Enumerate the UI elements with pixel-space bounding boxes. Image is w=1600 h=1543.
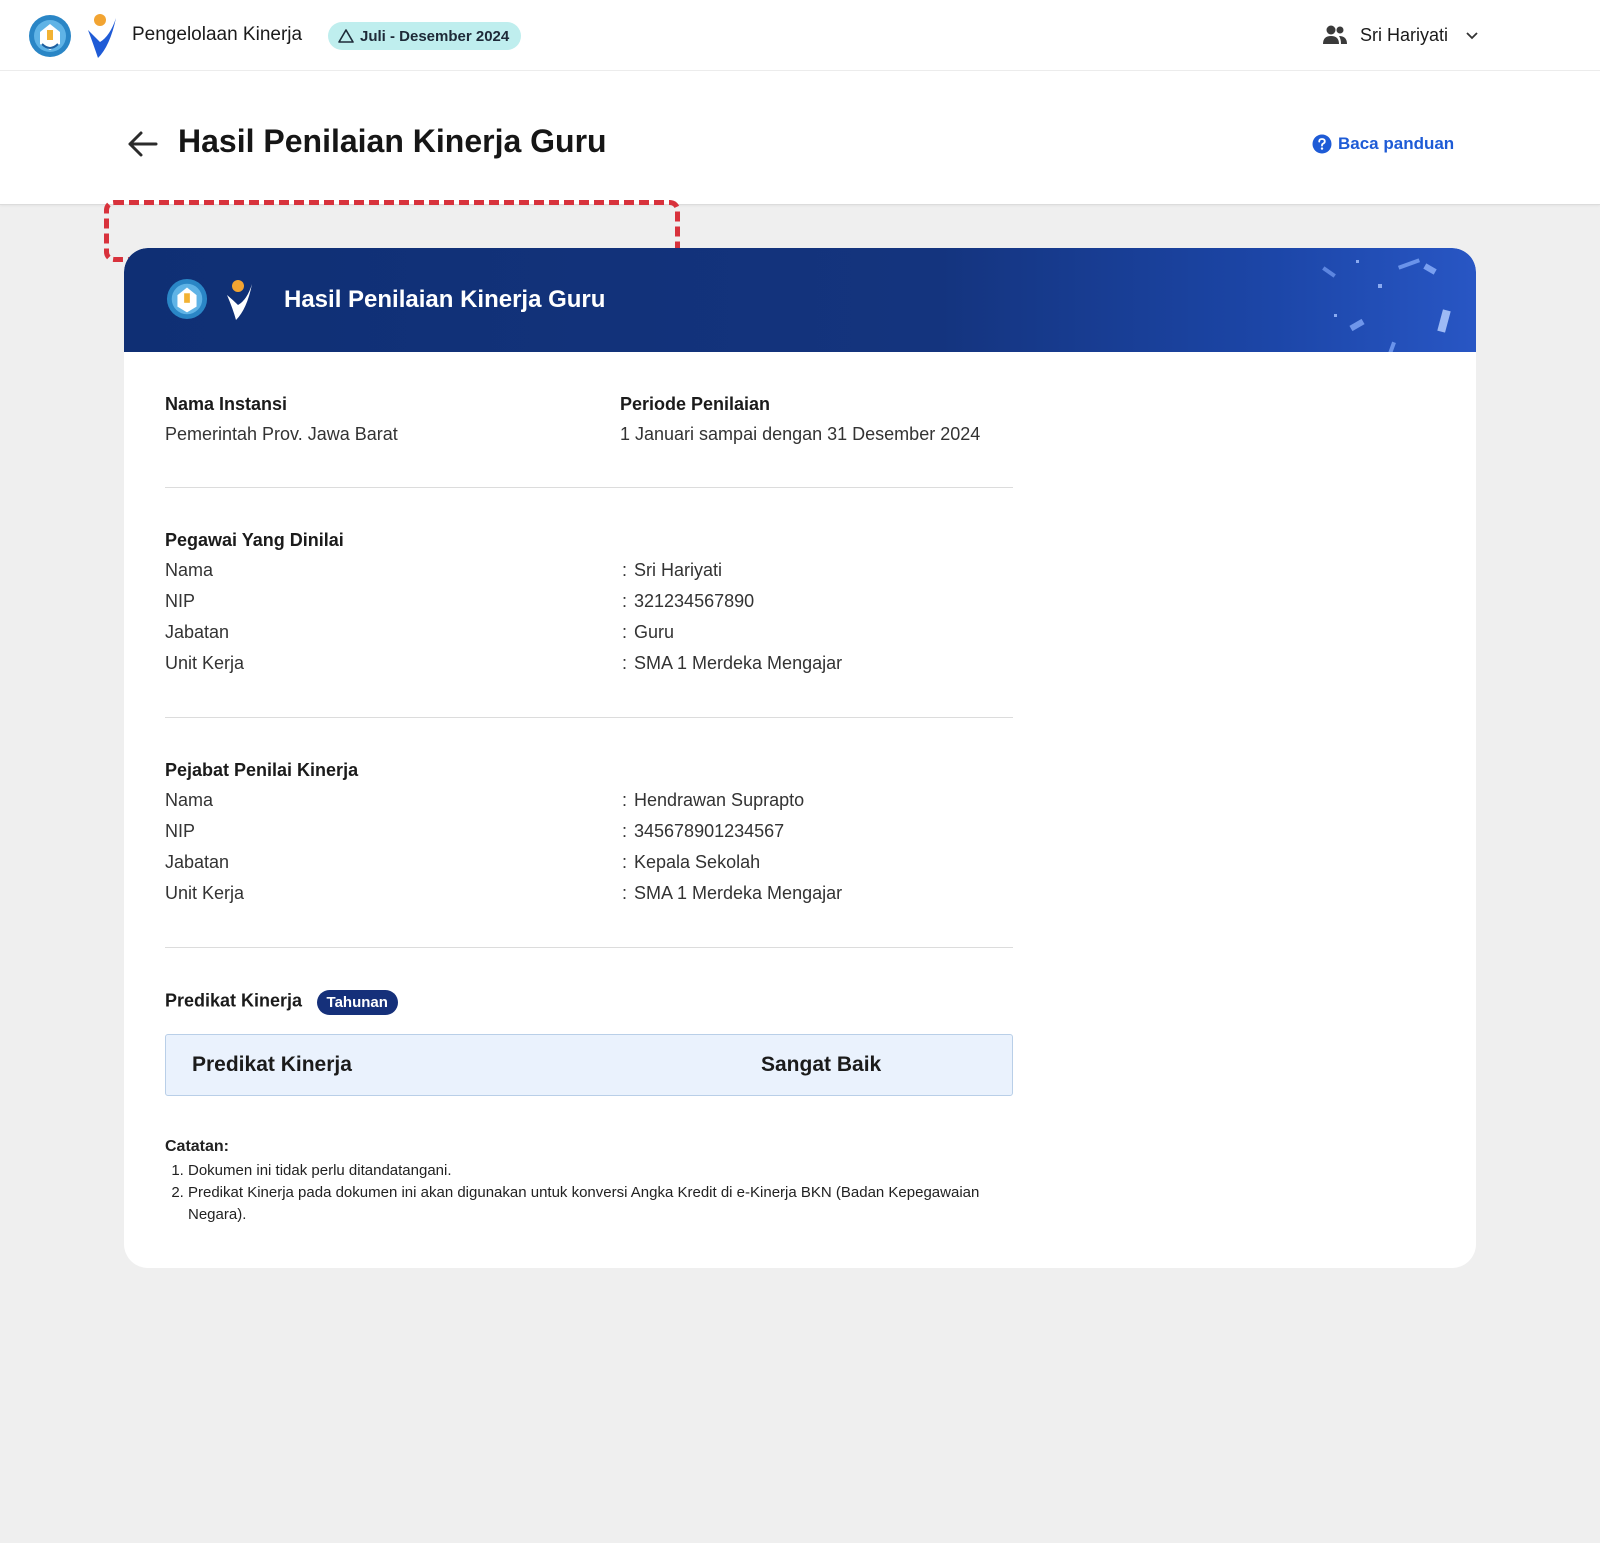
warning-triangle-icon bbox=[338, 29, 354, 43]
row-value: 345678901234567 bbox=[634, 821, 785, 841]
predikat-result-box bbox=[165, 1034, 1013, 1096]
user-menu[interactable] bbox=[1322, 20, 1480, 50]
note-item: 1. Dokumen ini tidak perlu ditandatangani. bbox=[188, 1160, 1013, 1182]
period-badge-label: Juli - Desember 2024 bbox=[360, 27, 510, 45]
pejabat-row-nip bbox=[165, 821, 1013, 845]
row-value: Kepala Sekolah bbox=[634, 852, 761, 872]
row-key: NIP bbox=[165, 821, 196, 841]
pegawai-heading: Pegawai Yang Dinilai bbox=[165, 530, 344, 550]
row-key: Nama bbox=[165, 560, 214, 580]
pejabat-heading: Pejabat Penilai Kinerja bbox=[165, 760, 359, 780]
row-value: Sri Hariyati bbox=[634, 560, 723, 580]
notes-section bbox=[165, 1138, 1013, 1226]
row-value: SMA 1 Merdeka Mengajar bbox=[634, 883, 843, 903]
divider bbox=[165, 487, 1013, 488]
periode-label: Periode Penilaian bbox=[620, 394, 771, 414]
users-icon bbox=[1322, 24, 1348, 46]
divider bbox=[165, 717, 1013, 718]
row-key: Jabatan bbox=[165, 852, 230, 872]
pegawai-row-unit-kerja bbox=[165, 653, 1013, 677]
row-colon: : bbox=[622, 790, 628, 810]
row-colon: : bbox=[622, 852, 628, 872]
question-circle-icon bbox=[1312, 134, 1332, 154]
row-colon: : bbox=[622, 883, 628, 903]
predikat-box-label: Predikat Kinerja bbox=[192, 1053, 352, 1076]
predikat-heading: Predikat Kinerja bbox=[165, 990, 303, 1011]
row-key: Jabatan bbox=[165, 622, 230, 642]
app-logo[interactable] bbox=[84, 12, 122, 60]
predikat-heading-row bbox=[165, 990, 1013, 1020]
row-key: Unit Kerja bbox=[165, 883, 245, 903]
pejabat-row-nama bbox=[165, 790, 1013, 814]
app-logo bbox=[224, 278, 258, 322]
row-colon: : bbox=[622, 622, 628, 642]
row-value: 321234567890 bbox=[634, 591, 755, 611]
page-title: Hasil Penilaian Kinerja Guru bbox=[178, 123, 607, 159]
notes-title: Catatan: bbox=[165, 1138, 230, 1155]
row-colon: : bbox=[622, 821, 628, 841]
notes-list bbox=[165, 1160, 1013, 1226]
period-badge bbox=[328, 22, 521, 50]
back-arrow-icon[interactable] bbox=[126, 129, 160, 159]
pegawai-row-nama bbox=[165, 560, 1013, 584]
predikat-box-value: Sangat Baik bbox=[761, 1053, 882, 1076]
pegawai-section bbox=[165, 530, 1013, 680]
result-card bbox=[124, 248, 1476, 1268]
row-value: Guru bbox=[634, 622, 675, 642]
top-navbar bbox=[0, 0, 1600, 71]
pegawai-row-jabatan bbox=[165, 622, 1013, 646]
note-item: 2. Predikat Kinerja pada dokumen ini akan digunakan untuk konversi Angka Kredit di e-Kinerja BKN (Badan Kepegawaian Negara). bbox=[188, 1182, 1013, 1226]
guide-link[interactable] bbox=[1312, 134, 1454, 154]
row-key: Unit Kerja bbox=[165, 653, 245, 673]
guide-link-label: Baca panduan bbox=[1338, 134, 1455, 153]
kemdikbud-logo[interactable] bbox=[28, 14, 72, 58]
tahunan-badge: Tahunan bbox=[317, 990, 398, 1015]
row-colon: : bbox=[622, 560, 628, 580]
card-banner bbox=[124, 248, 1476, 352]
row-key: Nama bbox=[165, 790, 214, 810]
instansi-section bbox=[165, 394, 1013, 454]
pejabat-row-unit-kerja bbox=[165, 883, 1013, 907]
confetti-decoration bbox=[1294, 248, 1476, 352]
pejabat-section bbox=[165, 760, 1013, 910]
row-key: NIP bbox=[165, 591, 196, 611]
app-title: Pengelolaan Kinerja bbox=[132, 24, 303, 45]
divider bbox=[165, 947, 1013, 948]
row-colon: : bbox=[622, 653, 628, 673]
pegawai-row-nip bbox=[165, 591, 1013, 615]
instansi-value: Pemerintah Prov. Jawa Barat bbox=[165, 424, 398, 444]
user-name: Sri Hariyati bbox=[1360, 24, 1449, 45]
page-header bbox=[0, 71, 1600, 205]
instansi-label: Nama Instansi bbox=[165, 394, 288, 414]
pejabat-row-jabatan bbox=[165, 852, 1013, 876]
chevron-down-icon bbox=[1464, 27, 1480, 43]
row-value: SMA 1 Merdeka Mengajar bbox=[634, 653, 843, 673]
kemdikbud-logo bbox=[166, 278, 208, 320]
periode-value: 1 Januari sampai dengan 31 Desember 2024 bbox=[620, 424, 981, 444]
banner-title: Hasil Penilaian Kinerja Guru bbox=[284, 286, 606, 313]
row-value: Hendrawan Suprapto bbox=[634, 790, 805, 810]
row-colon: : bbox=[622, 591, 628, 611]
